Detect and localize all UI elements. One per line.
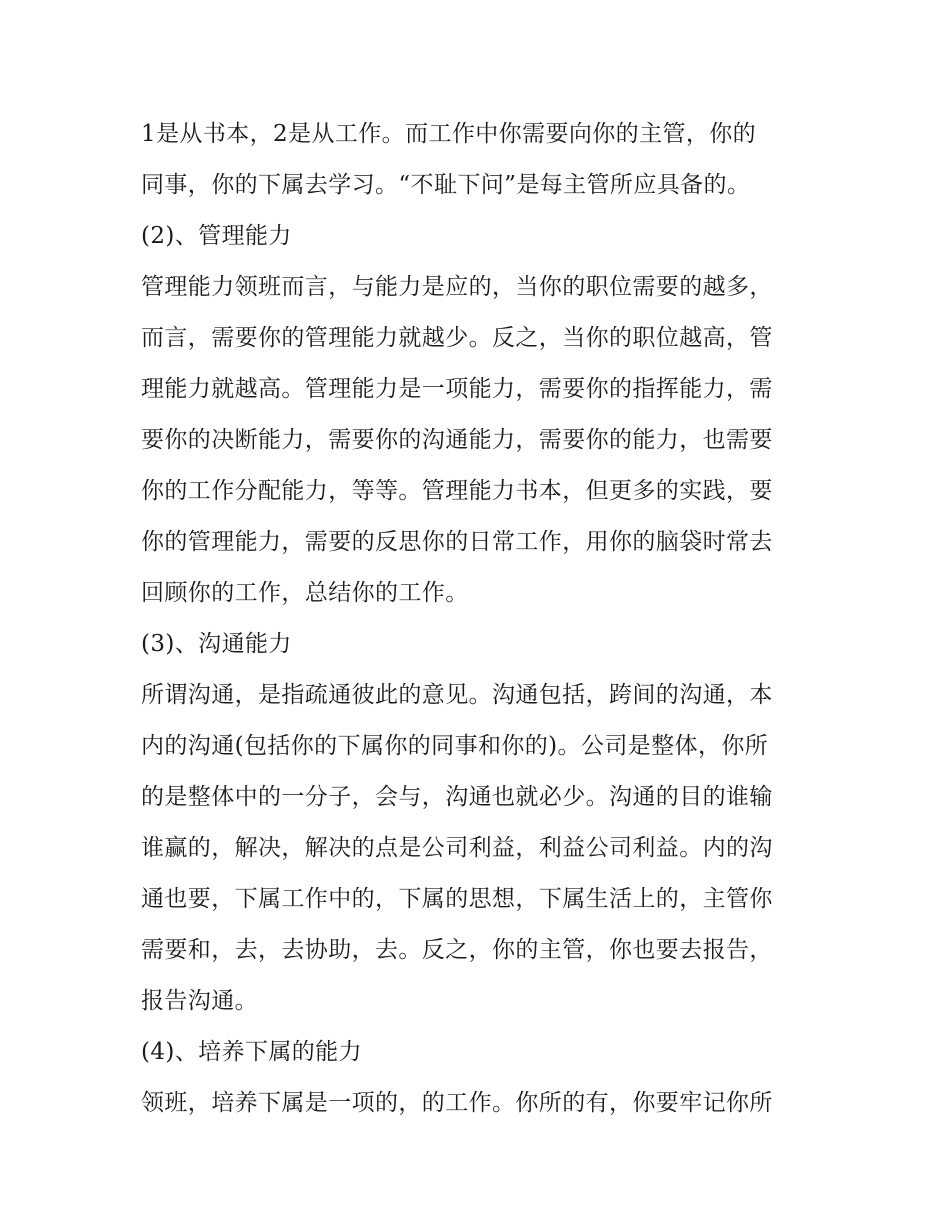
paragraph-line: 管理能力领班而言，与能力是应的，当你的职位需要的越多， <box>141 274 773 300</box>
document-body <box>141 109 821 1129</box>
paragraph-line: 要你的决断能力，需要你的沟通能力，需要你的能力，也需要 <box>141 427 773 453</box>
paragraph-line: 你的管理能力，需要的反思你的日常工作，用你的脑袋时常去 <box>141 529 773 555</box>
paragraph-line: 你的工作分配能力，等等。管理能力书本，但更多的实践，要 <box>141 478 773 504</box>
paragraph-line: 谁赢的，解决，解决的点是公司利益，利益公司利益。内的沟 <box>141 835 773 861</box>
paragraph-line: 1是从书本，2是从工作。而工作中你需要向你的主管，你的 <box>141 121 757 147</box>
paragraph-line: 同事，你的下属去学习。“不耻下问”是每主管所应具备的。 <box>141 172 751 198</box>
paragraph-line: 而言，需要你的管理能力就越少。反之，当你的职位越高，管 <box>141 325 773 351</box>
paragraph-line: 通也要，下属工作中的，下属的思想，下属生活上的，主管你 <box>141 886 773 912</box>
paragraph-line: 报告沟通。 <box>141 988 258 1014</box>
paragraph-line: 领班，培养下属是一项的，的工作。你所的有，你要牢记你所 <box>141 1090 773 1116</box>
section-heading: (3)、沟通能力 <box>141 631 292 657</box>
paragraph-line: 的是整体中的一分子，会与，沟通也就必少。沟通的目的谁输 <box>141 784 773 810</box>
paragraph-line: 所谓沟通，是指疏通彼此的意见。沟通包括，跨间的沟通，本 <box>141 682 773 708</box>
section-heading: (2)、管理能力 <box>141 223 292 249</box>
paragraph-line: 理能力就越高。管理能力是一项能力，需要你的指挥能力，需 <box>141 376 773 402</box>
paragraph-line: 回顾你的工作，总结你的工作。 <box>141 580 469 606</box>
section-heading: (4)、培养下属的能力 <box>141 1039 362 1065</box>
paragraph-line: 需要和，去，去协助，去。反之，你的主管，你也要去报告， <box>141 937 773 963</box>
paragraph-line: 内的沟通(包括你的下属你的同事和你的)。公司是整体，你所 <box>141 733 769 759</box>
